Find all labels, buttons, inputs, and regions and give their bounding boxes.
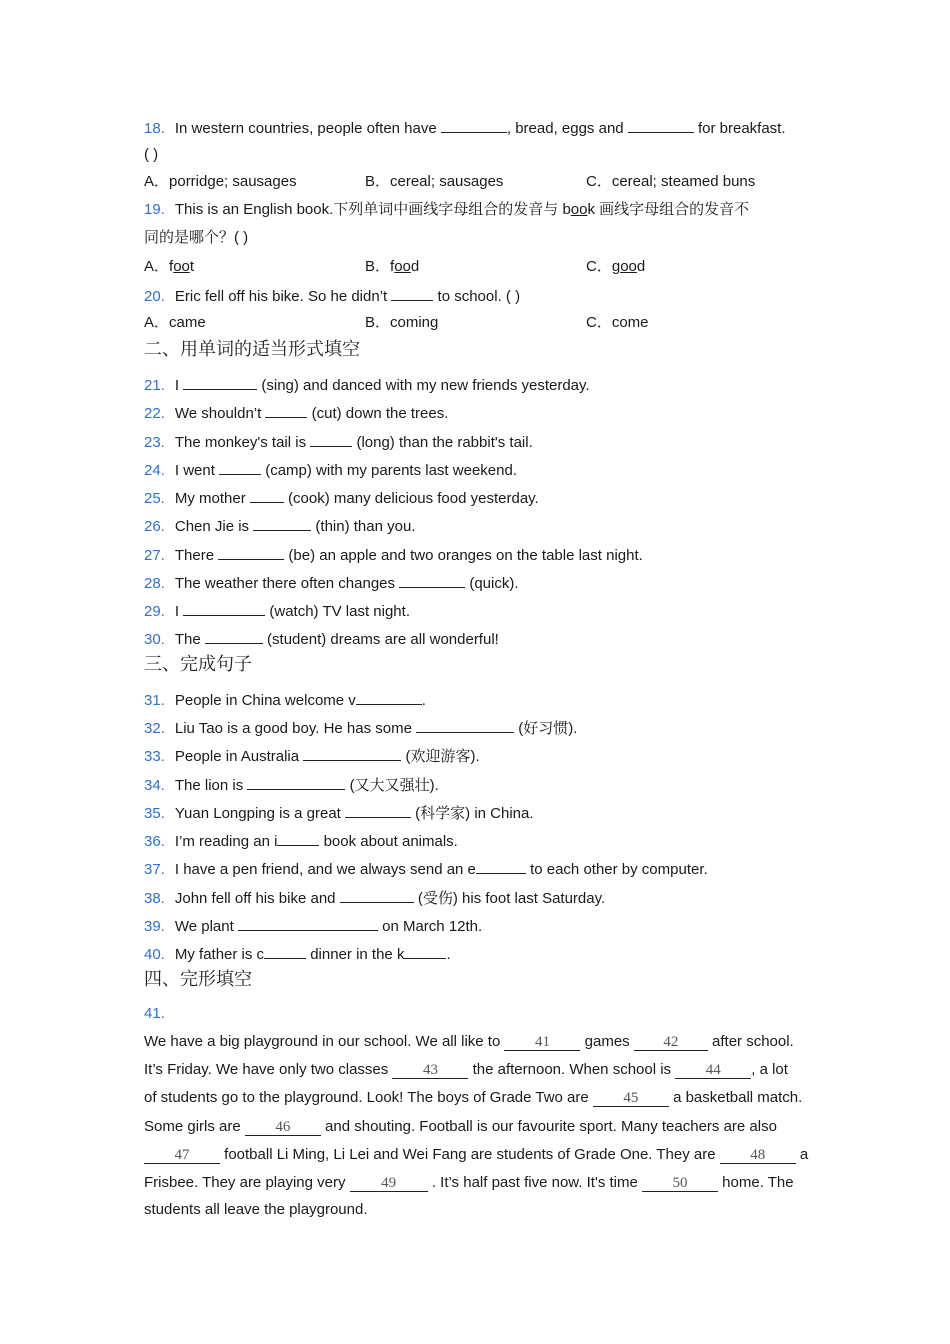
- question-36: 36. I’m reading an i book about animals.: [144, 830, 458, 852]
- answer-blank[interactable]: [356, 689, 422, 705]
- answer-blank[interactable]: [310, 431, 352, 447]
- option-c[interactable]: C．good: [586, 258, 646, 275]
- answer-blank[interactable]: [183, 600, 265, 616]
- answer-blank[interactable]: [247, 774, 345, 790]
- cloze-blank[interactable]: 45: [593, 1090, 669, 1107]
- question-32: 32. Liu Tao is a good boy. He has some (好习惯).: [144, 717, 577, 739]
- question-19: 19. This is an English book.下列单词中画线字母组合的发音与 book 画线字母组合的发音不: [144, 201, 750, 218]
- cloze-blank[interactable]: 42: [634, 1034, 708, 1051]
- answer-blank[interactable]: [391, 285, 433, 301]
- cloze-blank[interactable]: 41: [504, 1034, 580, 1051]
- answer-blank[interactable]: [218, 544, 284, 560]
- answer-blank[interactable]: [399, 572, 465, 588]
- answer-blank[interactable]: [277, 830, 319, 846]
- question-24: 24. I went (camp) with my parents last weekend.: [144, 459, 517, 481]
- cloze-line: It’s Friday. We have only two classes 43 the afternoon. When school is 44 , a lot: [144, 1061, 788, 1078]
- question-18: 18. In western countries, people often have , bread, eggs and for breakfast.: [144, 117, 786, 139]
- question-number: 20.: [144, 288, 165, 305]
- option-c[interactable]: C．come: [586, 314, 649, 331]
- question-25: 25. My mother (cook) many delicious food yesterday.: [144, 487, 539, 509]
- section-heading: 四、完形填空: [144, 969, 252, 990]
- question-35: 35. Yuan Longping is a great (科学家) in China.: [144, 802, 534, 824]
- question-number: 41.: [144, 1005, 165, 1022]
- question-28: 28. The weather there often changes (quick).: [144, 572, 519, 594]
- question-number: 18.: [144, 120, 165, 137]
- question-26: 26. Chen Jie is (thin) than you.: [144, 515, 415, 537]
- section-heading: 三、完成句子: [144, 654, 252, 675]
- question-27: 27. There (be) an apple and two oranges on the table last night.: [144, 544, 643, 566]
- question-33: 33. People in Australia (欢迎游客).: [144, 745, 480, 767]
- question-40: 40. My father is c dinner in the k .: [144, 943, 451, 965]
- question-39: 39. We plant on March 12th.: [144, 915, 482, 937]
- answer-blank[interactable]: [340, 887, 414, 903]
- answer-blank[interactable]: [441, 117, 507, 133]
- option-c[interactable]: C．cereal; steamed buns: [586, 173, 756, 190]
- cloze-line: Some girls are 46 and shouting. Football is our favourite sport. Many teachers are also: [144, 1118, 777, 1135]
- question-37: 37. I have a pen friend, and we always send an e to each other by computer.: [144, 858, 708, 880]
- answer-blank[interactable]: [253, 515, 311, 531]
- question-number: 19.: [144, 201, 165, 218]
- answer-blank[interactable]: [250, 487, 284, 503]
- answer-blank[interactable]: [303, 745, 401, 761]
- question-41: [144, 1004, 175, 1024]
- option-b[interactable]: B．coming: [365, 314, 439, 331]
- question-22: 22. We shouldn’t (cut) down the trees.: [144, 402, 448, 424]
- option-b[interactable]: B．cereal; sausages: [365, 173, 504, 190]
- option-a[interactable]: A．porridge; sausages: [144, 173, 297, 190]
- answer-blank[interactable]: [416, 717, 514, 733]
- cloze-line: Frisbee. They are playing very 49 . It’s half past five now. It's time 50 home. The: [144, 1174, 794, 1191]
- answer-blank[interactable]: [264, 943, 306, 959]
- cloze-blank[interactable]: 50: [642, 1175, 718, 1192]
- cloze-line: students all leave the playground.: [144, 1201, 368, 1218]
- answer-blank[interactable]: [476, 858, 526, 874]
- answer-blank[interactable]: [404, 943, 446, 959]
- question-20: 20. Eric fell off his bike. So he didn’t to school. ( ): [144, 285, 520, 307]
- answer-paren: ( ): [144, 146, 159, 163]
- answer-blank[interactable]: [183, 374, 257, 390]
- cloze-blank[interactable]: 47: [144, 1147, 220, 1164]
- cloze-line: of students go to the playground. Look! The boys of Grade Two are 45 a basketball match.: [144, 1089, 803, 1106]
- cloze-blank[interactable]: 48: [720, 1147, 796, 1164]
- answer-blank[interactable]: [238, 915, 378, 931]
- cloze-blank[interactable]: 44: [675, 1062, 751, 1079]
- cloze-blank[interactable]: 46: [245, 1119, 321, 1136]
- question-30: 30. The (student) dreams are all wonderful!: [144, 628, 499, 650]
- question-31: 31. People in China welcome v .: [144, 689, 426, 711]
- cloze-line: We have a big playground in our school. We all like to 41 games 42 after school.: [144, 1033, 794, 1050]
- question-21: 21. I (sing) and danced with my new friends yesterday.: [144, 374, 590, 396]
- answer-blank[interactable]: [628, 117, 694, 133]
- answer-blank[interactable]: [205, 628, 263, 644]
- option-b[interactable]: B．food: [365, 258, 420, 275]
- question-29: 29. I (watch) TV last night.: [144, 600, 410, 622]
- cloze-blank[interactable]: 49: [350, 1175, 428, 1192]
- question-19-continued: 同的是哪个？( ): [144, 229, 249, 246]
- option-a[interactable]: A．came: [144, 314, 206, 331]
- cloze-blank[interactable]: 43: [392, 1062, 468, 1079]
- question-23: 23. The monkey's tail is (long) than the rabbit's tail.: [144, 431, 533, 453]
- answer-blank[interactable]: [265, 402, 307, 418]
- cloze-line: 47 football Li Ming, Li Lei and Wei Fang are students of Grade One. They are 48 a: [144, 1145, 808, 1165]
- option-a[interactable]: A．foot: [144, 258, 195, 275]
- answer-blank[interactable]: [345, 802, 411, 818]
- question-34: 34. The lion is (又大又强壮).: [144, 774, 439, 796]
- answer-blank[interactable]: [219, 459, 261, 475]
- question-38: 38. John fell off his bike and (受伤) his foot last Saturday.: [144, 887, 605, 909]
- section-heading: 二、用单词的适当形式填空: [144, 339, 360, 360]
